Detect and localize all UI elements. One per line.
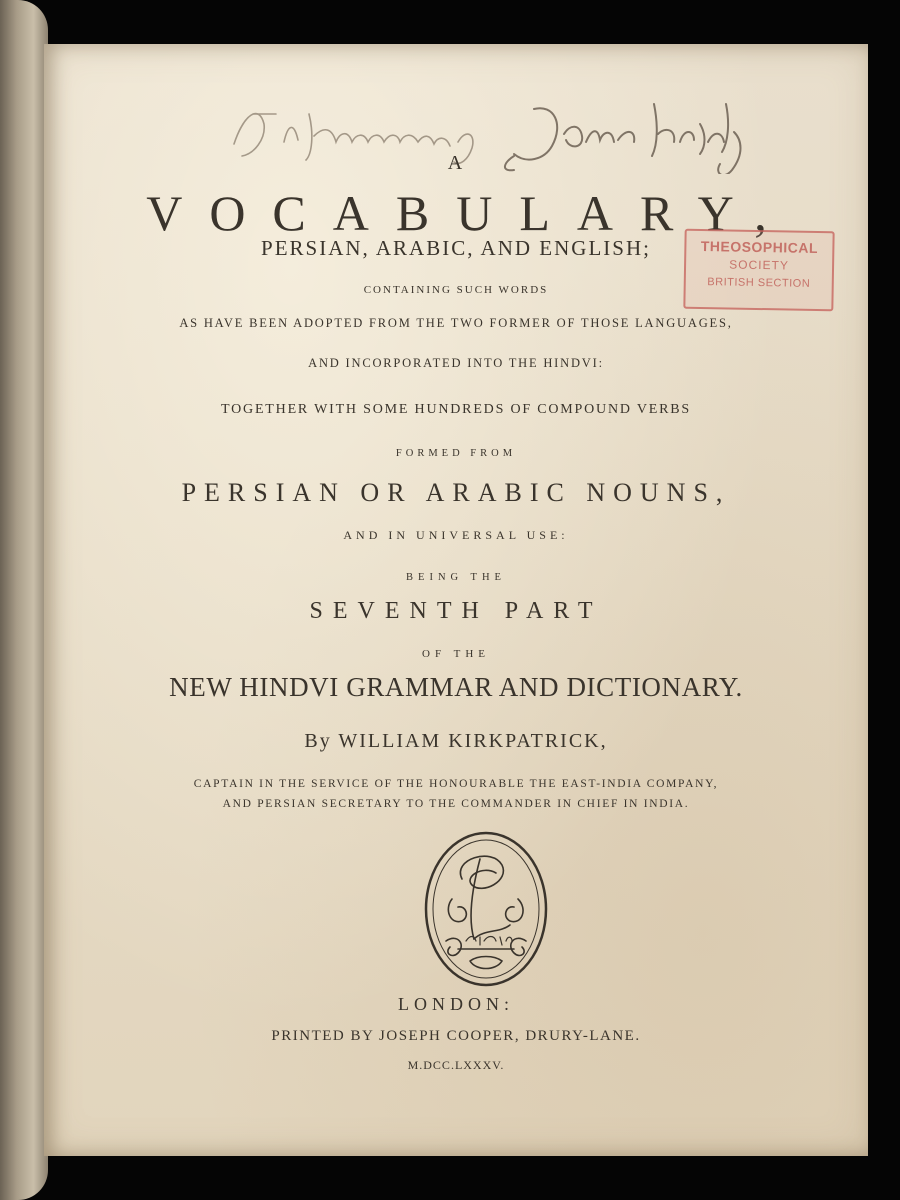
library-stamp: [683, 229, 834, 312]
title-article: A: [447, 152, 465, 174]
stamp-line-2: SOCIETY: [729, 257, 790, 273]
adopted-line: AS HAVE BEEN ADOPTED FROM THE TWO FORMER OF THOSE LANGUAGES,: [179, 316, 733, 330]
of-the-line: OF THE: [422, 648, 490, 660]
containing-line: CONTAINING SUCH WORDS: [363, 284, 549, 296]
stamp-line-1: THEOSOPHICAL: [700, 237, 819, 257]
being-the-line: BEING THE: [406, 572, 506, 583]
together-line: TOGETHER WITH SOME HUNDREDS OF COMPOUND VERBS: [221, 402, 691, 417]
secretary-line: AND PERSIAN SECRETARY TO THE COMMANDER IN CHIEF IN INDIA.: [222, 798, 690, 810]
seventh-part-line: SEVENTH PART: [309, 598, 603, 624]
seal-icon: [422, 829, 550, 989]
languages-line: PERSIAN, ARABIC, AND ENGLISH;: [261, 236, 651, 260]
title-page: [44, 44, 868, 1156]
imprint-date: M.DCC.LXXXV.: [407, 1058, 505, 1072]
universal-line: AND IN UNIVERSAL USE:: [343, 528, 569, 542]
captain-line: CAPTAIN IN THE SERVICE OF THE HONOURABLE THE EAST-INDIA COMPANY,: [193, 778, 719, 790]
work-title: NEW HINDVI GRAMMAR AND DICTIONARY.: [169, 672, 743, 702]
incorporated-line: AND INCORPORATED INTO THE HINDVI:: [308, 356, 604, 370]
stamp-line-3: BRITISH SECTION: [707, 276, 811, 290]
nouns-line: PERSIAN OR ARABIC NOUNS,: [181, 478, 731, 507]
imprint-place: LONDON:: [398, 994, 514, 1014]
formed-from-line: FORMED FROM: [395, 448, 517, 459]
book-spine-edge: [0, 0, 48, 1200]
main-title: VOCABULARY,: [146, 185, 794, 241]
author-line: By WILLIAM KIRKPATRICK,: [304, 730, 608, 752]
imprint-printer: PRINTED BY JOSEPH COOPER, DRURY-LANE.: [271, 1028, 641, 1044]
